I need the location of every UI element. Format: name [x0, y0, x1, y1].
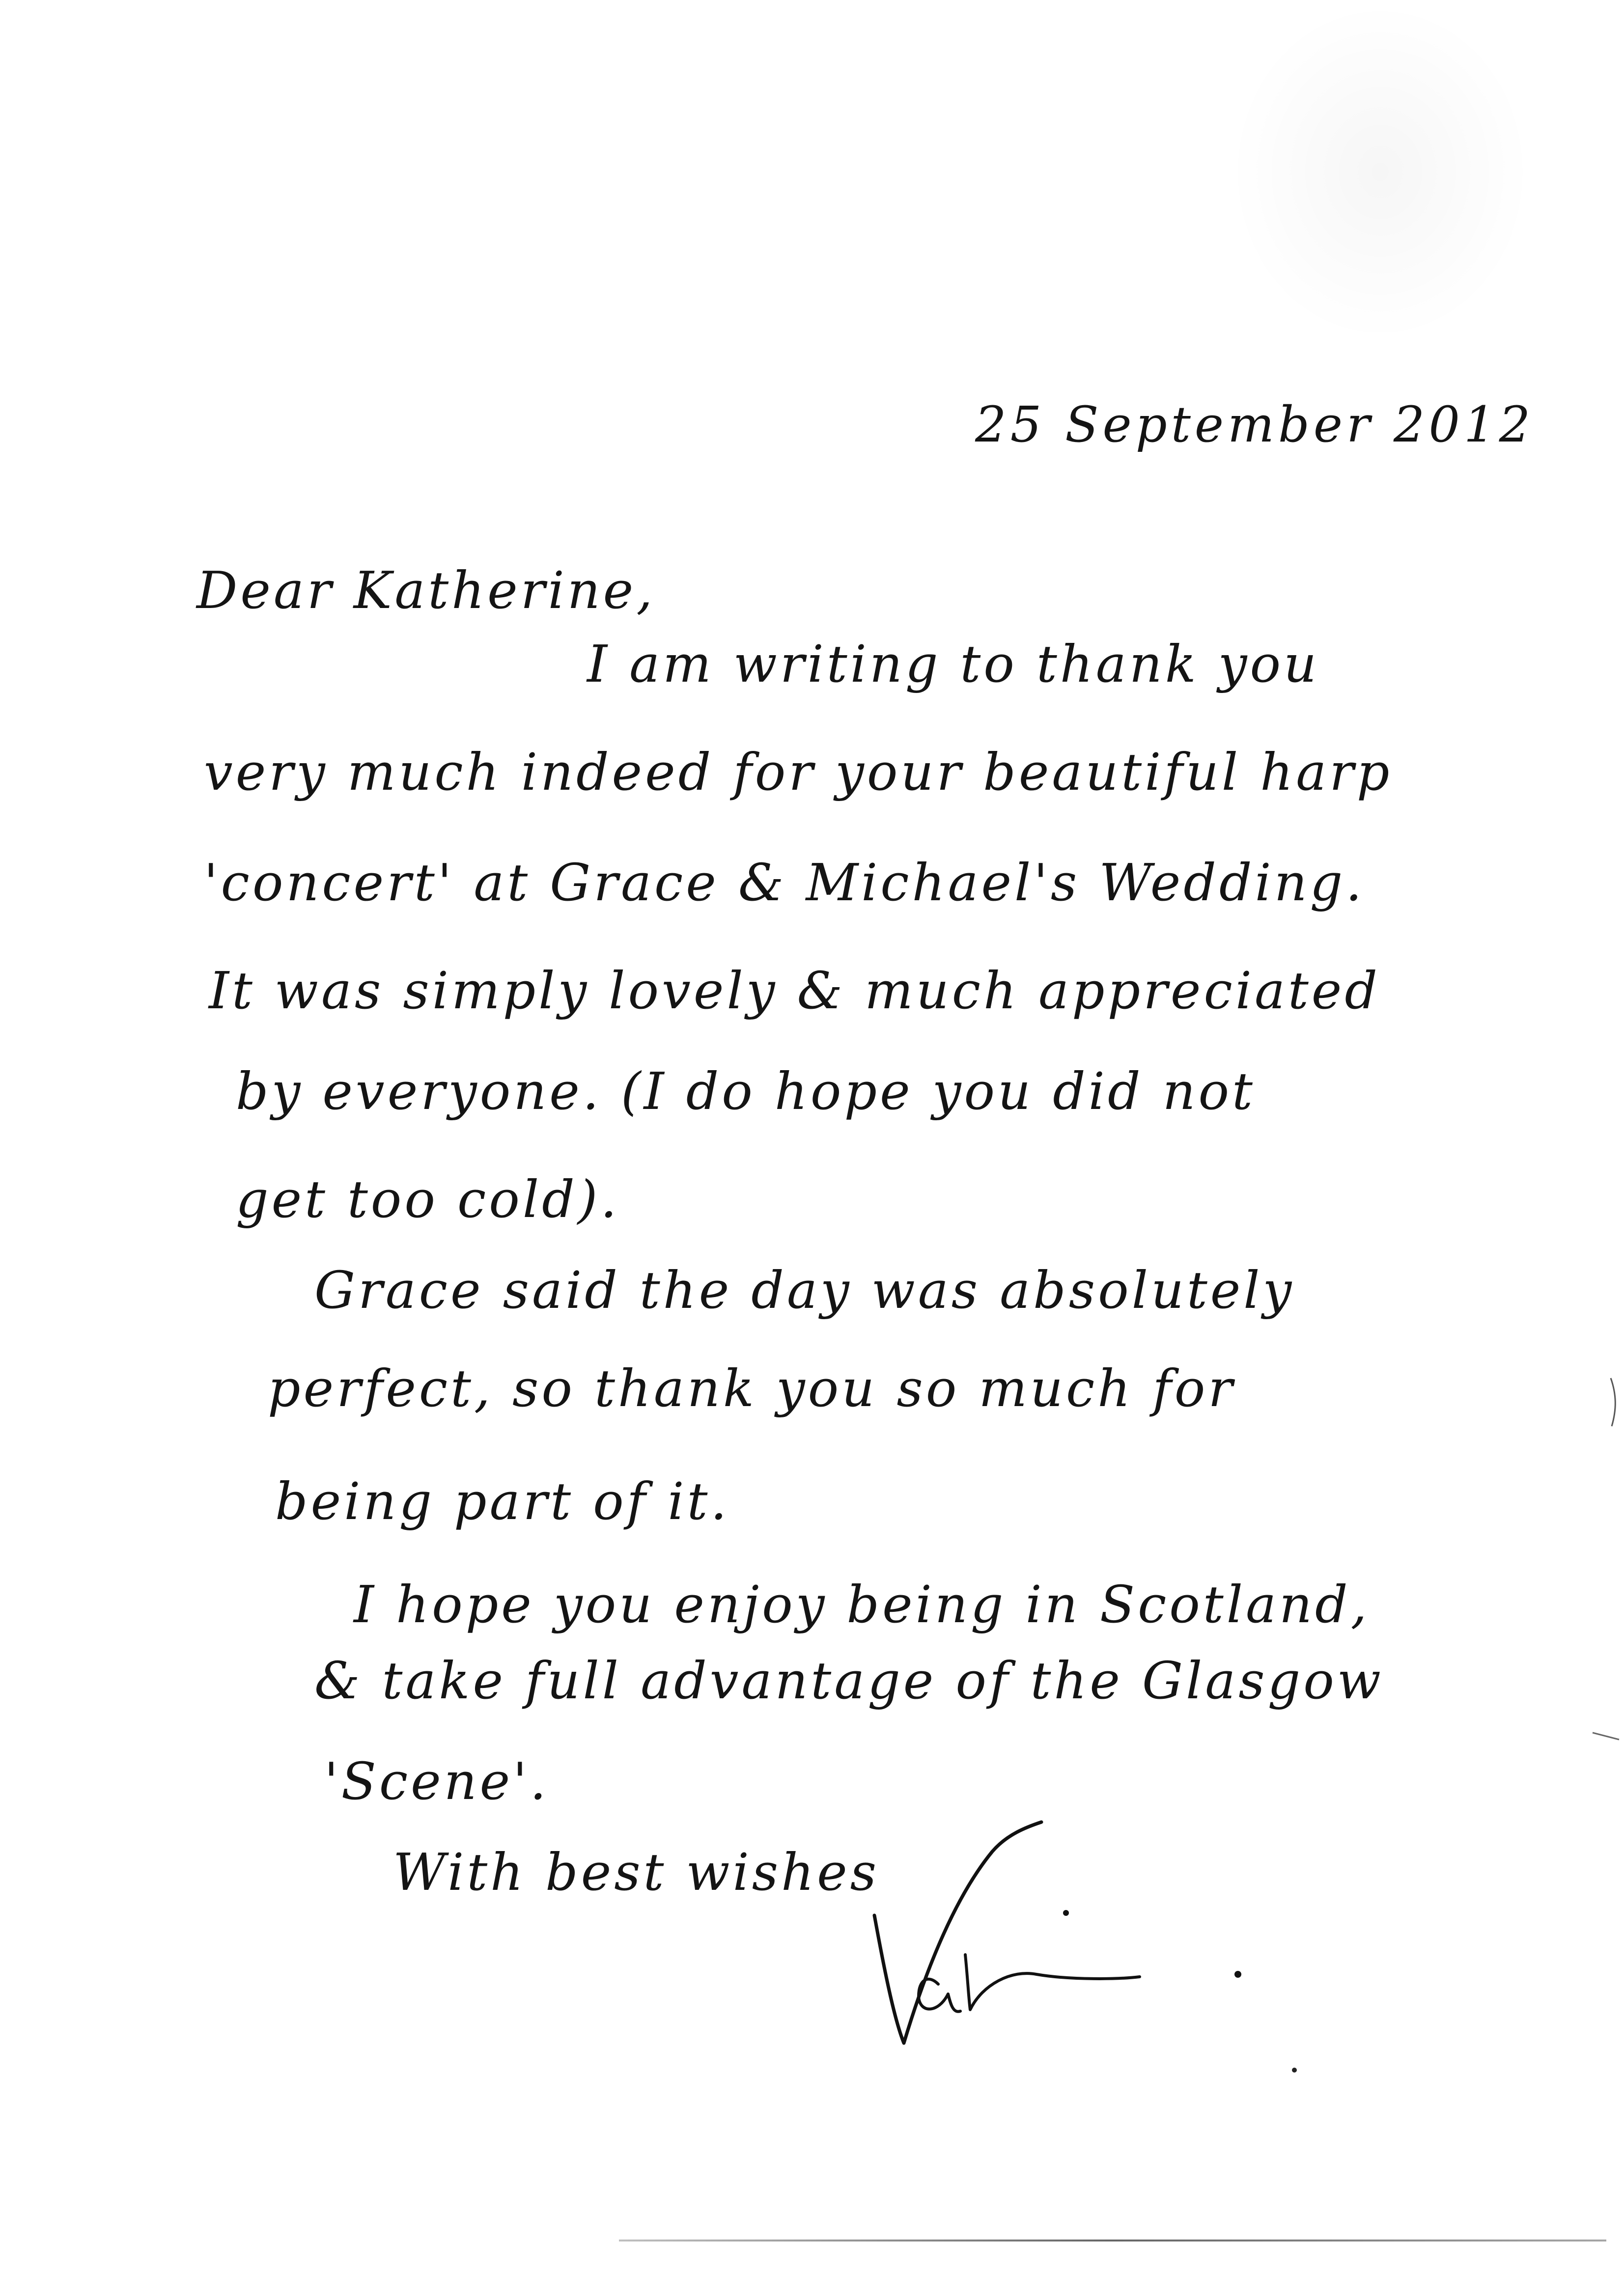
margin-mark — [1592, 1729, 1621, 1743]
body-line-10: I hope you enjoy being in Scotland, — [354, 1575, 1370, 1634]
body-line-5: by everyone. (I do hope you did not — [236, 1061, 1256, 1121]
stray-dot — [1292, 2068, 1297, 2073]
body-line-6: get too cold). — [236, 1169, 620, 1229]
page-edge-line — [619, 2240, 1606, 2241]
signature — [865, 1807, 1258, 2082]
body-line-4: It was simply lovely & much appreciated — [209, 961, 1380, 1021]
body-line-12: 'Scene'. — [324, 1751, 549, 1811]
salutation: Dear Katherine, — [196, 560, 656, 620]
body-line-8: perfect, so thank you so much for — [268, 1358, 1236, 1418]
body-line-1: I am writing to thank you — [587, 634, 1320, 694]
body-line-3: 'concert' at Grace & Michael's Wedding. — [204, 853, 1365, 913]
letter-date: 25 September 2012 — [975, 396, 1535, 453]
body-line-2: very much indeed for your beautiful harp — [204, 742, 1393, 802]
body-line-11: & take full advantage of the Glasgow — [314, 1651, 1384, 1711]
body-line-7: Grace said the day was absolutely — [314, 1260, 1295, 1320]
scan-smudge — [1228, 0, 1533, 344]
body-line-9: being part of it. — [275, 1471, 730, 1531]
margin-mark — [1609, 1375, 1620, 1429]
closing: With best wishes — [393, 1842, 880, 1902]
